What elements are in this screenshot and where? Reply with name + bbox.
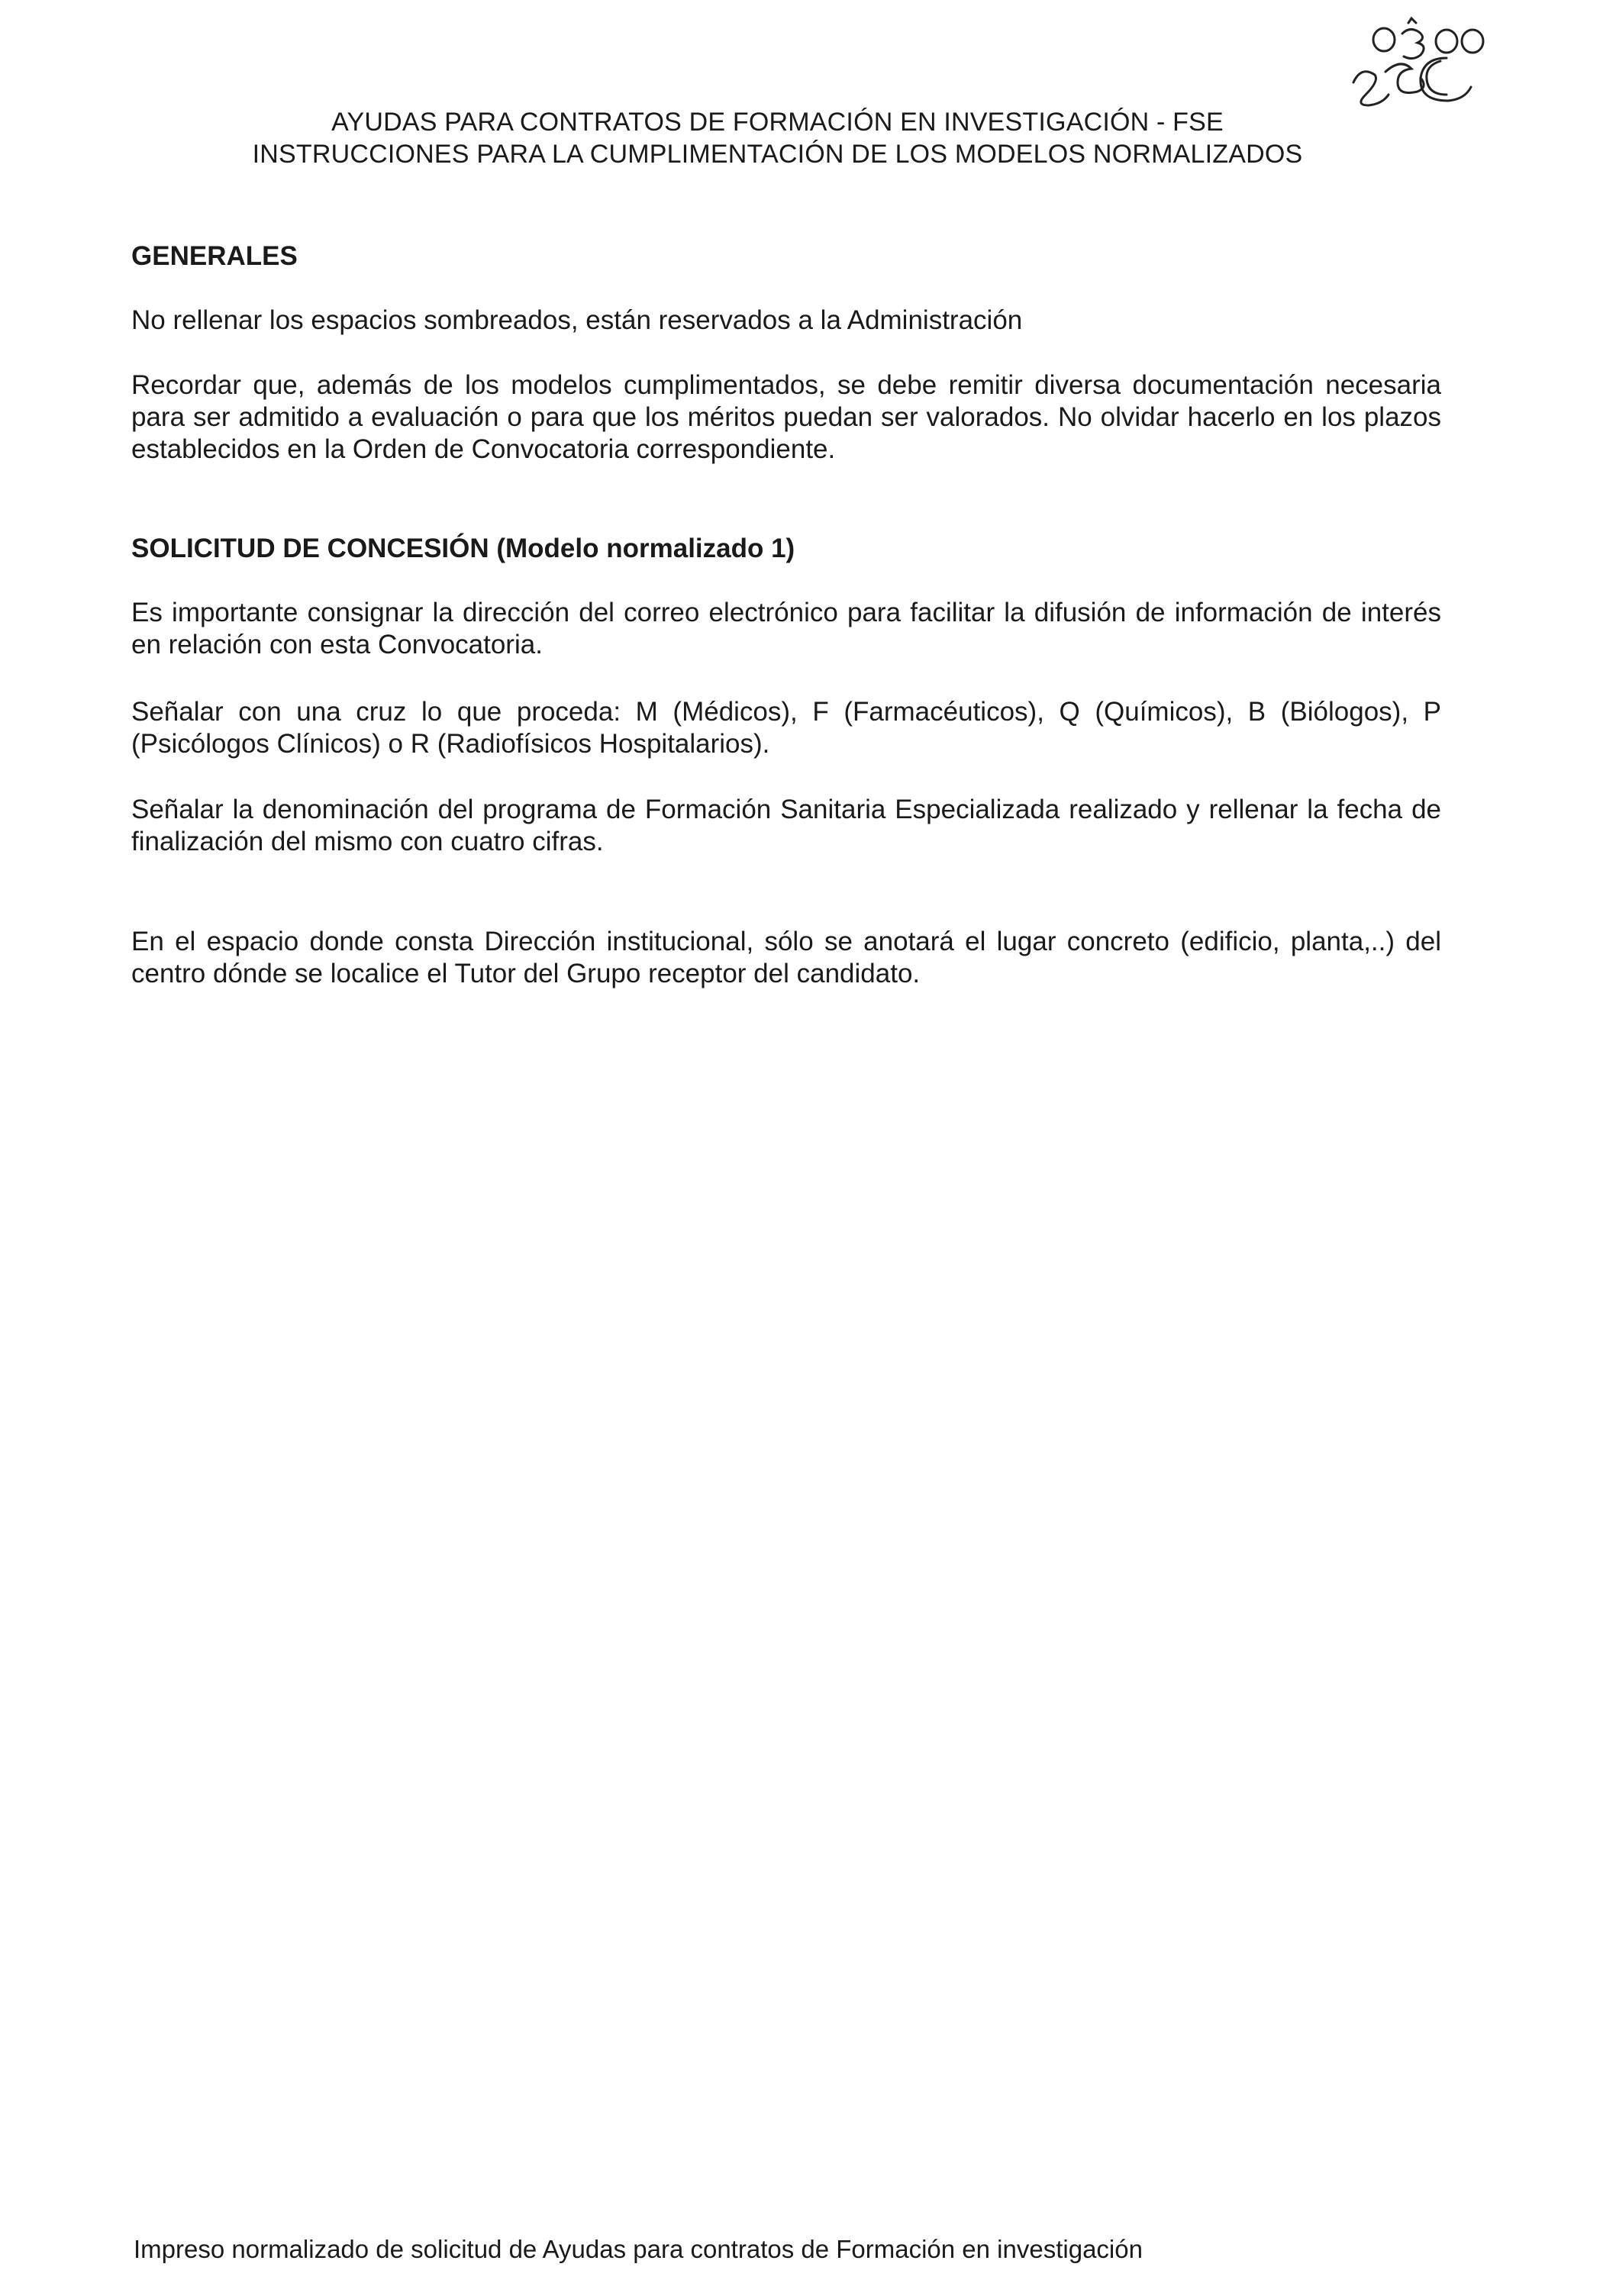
section-heading-generales: GENERALES bbox=[131, 241, 298, 271]
paragraph-solicitud-1: Es importante consignar la dirección del correo electrónico para facilitar la difusión de información de interés en relación con esta Convocatoria. bbox=[131, 598, 1441, 659]
page-footer: Impreso normalizado de solicitud de Ayudas para contratos de Formación en investigación bbox=[134, 2235, 1143, 2263]
handwritten-stamp bbox=[1332, 15, 1508, 114]
paragraph-generales-1: No rellenar los espacios sombreados, están reservados a la Administración bbox=[131, 305, 1023, 335]
header-title: AYUDAS PARA CONTRATOS DE FORMACIÓN EN INVESTIGACIÓN - FSE bbox=[331, 108, 1224, 137]
paragraph-generales-2: Recordar que, además de los modelos cumplimentados, se debe remitir diversa documentación necesaria para ser admitido a evaluación o para que los méritos puedan ser valorados. No olvidar hacerlo en los plazos establecidos en la Orden de Convocatoria correspondiente. bbox=[131, 370, 1441, 464]
paragraph-solicitud-4: En el espacio donde consta Dirección institucional, sólo se anotará el lugar concreto (edificio, planta,..) del centro dónde se localice el Tutor del Grupo receptor del candidato. bbox=[131, 927, 1441, 988]
header-subtitle: INSTRUCCIONES PARA LA CUMPLIMENTACIÓN DE LOS MODELOS NORMALIZADOS bbox=[252, 140, 1303, 169]
paragraph-solicitud-2: Señalar con una cruz lo que proceda: M (Médicos), F (Farmacéuticos), Q (Químicos), B (Biólogos), P (Psicólogos Clínicos) o R (Radiofísicos Hospitalarios). bbox=[131, 697, 1441, 759]
section-heading-solicitud: SOLICITUD DE CONCESIÓN (Modelo normalizado 1) bbox=[131, 534, 795, 563]
paragraph-solicitud-3: Señalar la denominación del programa de Formación Sanitaria Especializada realizado y rellenar la fecha de finalización del mismo con cuatro cifras. bbox=[131, 795, 1441, 856]
